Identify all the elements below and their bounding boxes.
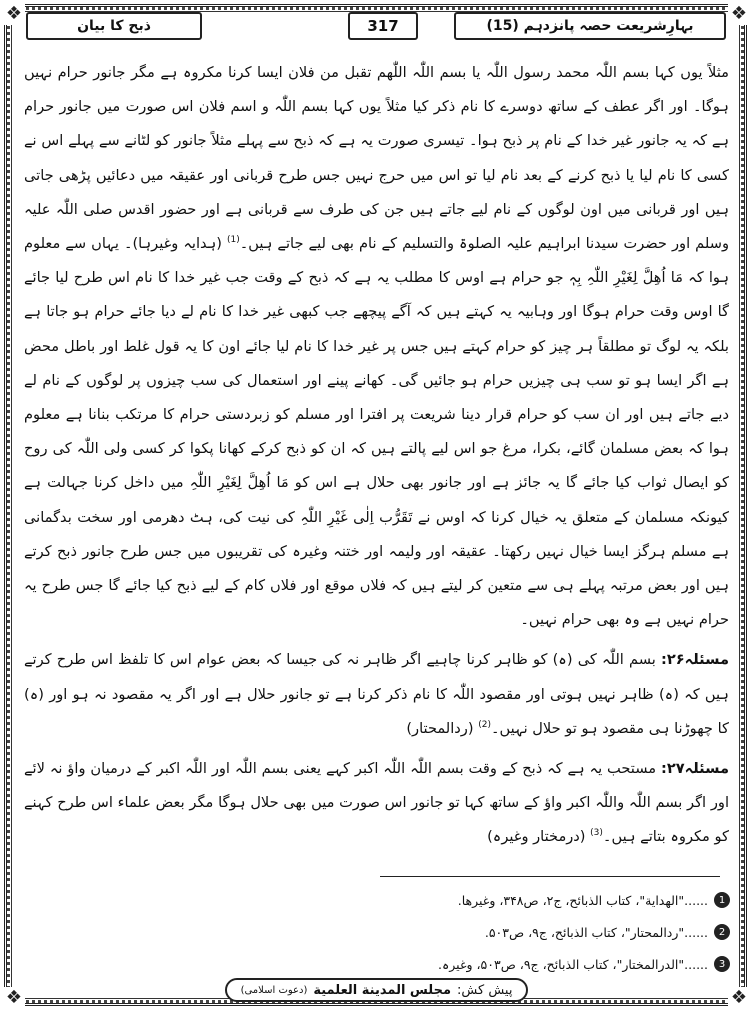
footnote-text: ......"الھدایة"، کتاب الذبائح، ج۲، ص۳۴۸، وغیرھا. [457, 892, 708, 908]
footnote-text: ......"ردالمحتار"، کتاب الذبائح، ج۹، ص۵۰۳. [484, 924, 708, 940]
footnote-number: 3 [714, 956, 730, 972]
masala-source: (درمختار وغیرہ) [487, 828, 586, 846]
organization-sub: (دعوت اسلامی) [240, 984, 308, 996]
footnote [30, 884, 730, 916]
footnote-text: ......"الدرالمختار"، کتاب الذبائح، ج۹، ص۵۰۳، وغیرہ. [437, 956, 708, 972]
footnote-number: 1 [714, 892, 730, 908]
paragraph-text: (ہدایہ وغیرہا)۔ یہاں سے معلوم ہوا کہ مَا اُھِلَّ لِغَیْرِ اللّٰہِ بِہٖ جو حرام ہے اوس کا مطلب یہ ہے کہ ذبح کے وقت جب غیر خدا کا نام اس طرح لیا جائے گا اوس وقت حرام ہوگا اور وہابیہ یہ کہتے ہیں کہ آگے پیچھے جب کبھی غیر خدا کا نام لے دیا جائے حرام ہو جاتا ہے بلکہ یہ لوگ تو مطلقاً ہر چیز کو حرام کہتے ہیں جس پر غیر خدا کا نام لیا جائے اون کا یہ قول غلط اور باطل محض ہے اگر ایسا ہو تو سب ہی چیزیں حرام ہو جائیں گی۔ کھانے پینے اور استعمال کی سب چیزوں پر لوگوں کے نام لے دیے جاتے ہیں اور ان سب کو حرام قرار دینا شریعت پر افترا اور مسلم کو زبردستی حرام کا مرتکب بنانا ہے معلوم ہوا کہ بعض مسلمان گائے، بکرا، مرغ جو اس لیے پالتے ہیں کہ ان کو ذبح کرکے کھانا پکوا کر کسی ولی اللّٰہ کی روح کو ایصال ثواب کیا جائے گا یہ جائز ہے اور جانور بھی حلال ہے اس کو مَا اُھِلَّ لِغَیْرِ اللّٰہِ میں داخل کرنا جہالت ہے کیونکہ مسلمان کے متعلق یہ خیال کرنا کہ اوس نے تَقَرُّب اِلٰی غَیْرِ اللّٰہِ کی نیت کی، ہٹ دھرمی اور سخت بدگمانی ہے مسلم ہرگز ایسا خیال نہیں رکھتا۔ عقیقہ اور ولیمہ اور ختنہ وغیرہ کی تقریبوں میں جس طرح جانور ذبح کرتے ہیں اور بعض مرتبہ پہلے ہی سے متعین کر لیتے ہیں کہ فلاں موقع اور فلاں کام کے لیے ذبح کیا جائے گا جس طرح یہ حرام نہیں ہے وہ بھی حرام نہیں۔ [24, 235, 729, 629]
footnote-number: 2 [714, 924, 730, 940]
corner-ornament-icon: ❖ [728, 3, 750, 25]
chapter-title: ذبح کا بیان [26, 12, 202, 40]
footnote-ref: (2) [478, 720, 491, 730]
page-header [26, 12, 726, 38]
masala-label: مسئلہ۲۶: [660, 651, 730, 669]
page-footer [0, 978, 753, 1002]
organization-name: مجلس المدینة العلمیة [313, 982, 452, 998]
masala-26 [24, 643, 729, 746]
footnote-ref: (3) [590, 828, 603, 839]
footnote-ref: (1) [226, 235, 240, 246]
corner-ornament-icon: ❖ [3, 987, 25, 1009]
footnotes [30, 884, 730, 980]
masala-text: مستحب یہ ہے کہ ذبح کے وقت بسم اللّٰہ اللّٰہ اکبر کہے یعنی بسم اللّٰہ اور اللّٰہ اکبر کے درمیان واؤ نہ لائے اور اگر بسم اللّٰہ واللّٰہ اکبر واؤ کے ساتھ کہا تو جانور اس صورت میں بھی حلال ہوگا مگر بعض علماء اس طرح کہنے کو مکروہ بتاتے ہیں۔ [24, 760, 729, 846]
footnote [30, 948, 730, 980]
corner-ornament-icon: ❖ [3, 3, 25, 25]
page-number: 317 [348, 12, 418, 40]
paragraph [24, 56, 729, 637]
page-body [24, 56, 729, 855]
paragraph-text: مثلاً یوں کہا بسم اللّٰہ محمد رسول اللّٰہ یا بسم اللّٰہ اللّٰھم تقبل من فلان ایسا کرنا مکروہ ہے مگر جانور حرام نہیں ہوگا۔ اور اگر عطف کے ساتھ دوسرے کا نام ذکر کیا مثلاً یوں کہا بسم اللّٰہ و اسم فلان اس صورت میں جانور حرام ہے کہ یہ جانور غیر خدا کے نام پر ذبح ہوا۔ تیسری صورت یہ ہے کہ ذبح سے پہلے مثلاً جانور کو لٹانے سے پہلے اس نے کسی کا نام لیا یا ذبح کرنے کے بعد نام لیا تو اس میں حرج نہیں جس طرح قربانی اور عقیقہ میں دعائیں پڑھی جاتی ہیں اور قربانی میں اون لوگوں کے نام لیے جاتے ہیں جن کی طرف سے قربانی ہے اور حضور اقدس صلی اللّٰہ علیہ وسلم اور حضرت سیدنا ابراہیم علیہ الصلوۃ والتسلیم کے نام بھی لیے جاتے ہیں۔ [24, 64, 729, 253]
masala-text: بسم اللّٰہ کی (ہ) کو ظاہر کرنا چاہیے اگر ظاہر نہ کی جیسا کہ بعض عوام اس کا تلفظ اس طرح کرتے ہیں کہ (ہ) ظاہر نہیں ہوتی اور مقصود اللّٰہ کا نام ذکر کرنا ہے تو جانور حلال ہے اور اگر یہ مقصود نہ ہو اور (ہ) کا چھوڑنا ہی مقصود ہو تو حلال نہیں۔ [24, 651, 729, 737]
masala-source: (ردالمحتار) [406, 719, 474, 737]
book-title: بہارِشریعت حصہ پانزدہم (15) [454, 12, 726, 40]
footnote-divider [380, 876, 720, 877]
corner-ornament-icon: ❖ [728, 987, 750, 1009]
presenter-label: پیش کش: [457, 982, 513, 998]
publisher-box [225, 978, 529, 1002]
footnote [30, 916, 730, 948]
masala-27 [24, 752, 729, 855]
masala-label: مسئلہ۲۷: [660, 760, 729, 778]
